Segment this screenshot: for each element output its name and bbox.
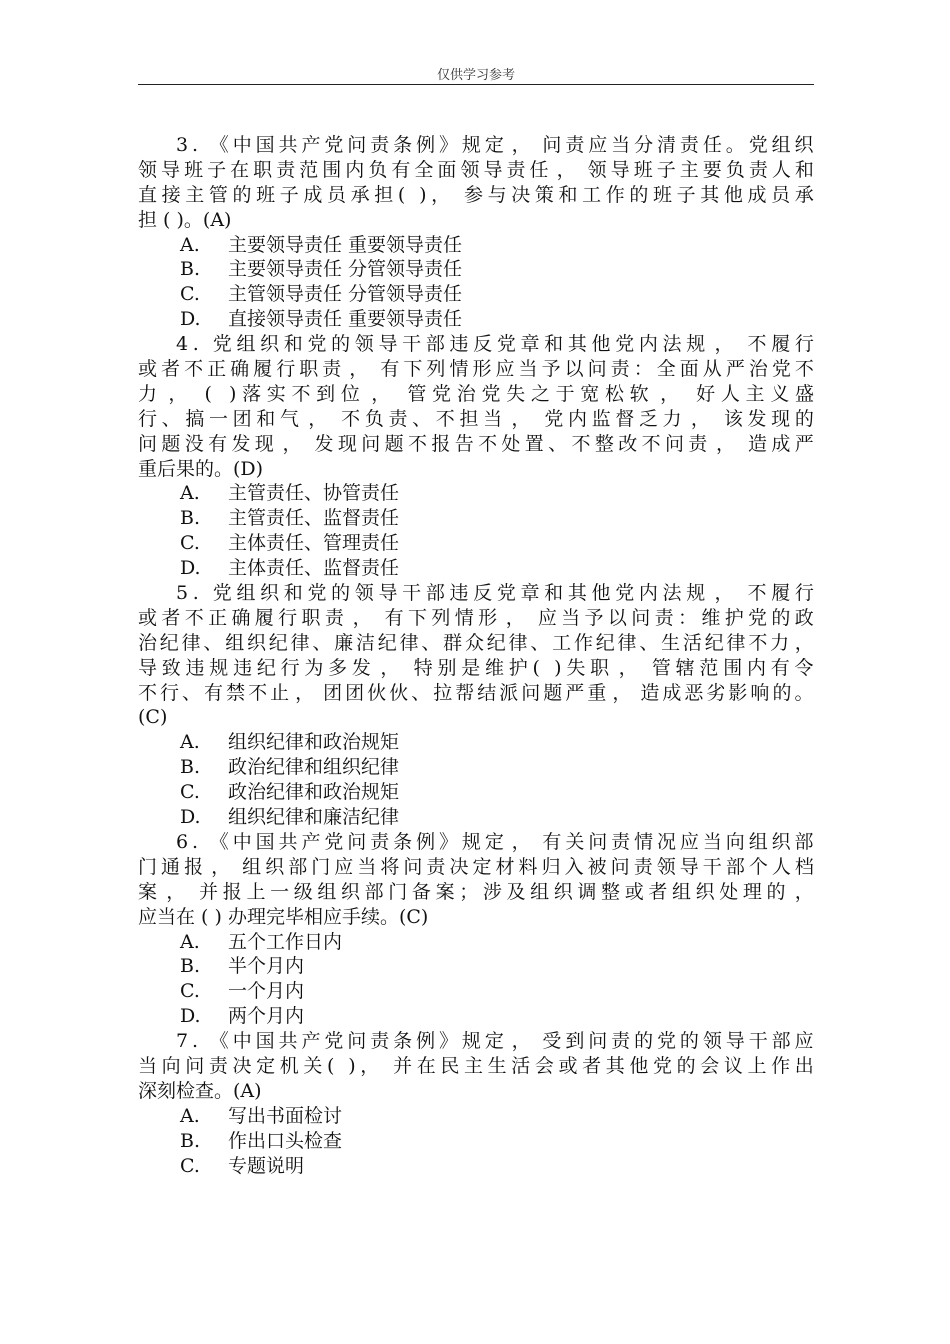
option-text: 作出口头检查 [228, 1129, 343, 1152]
answer-option [138, 233, 814, 258]
option-text: 主体责任、监督责任 [228, 557, 400, 580]
question-stem-first-line: 4 . 党 组 织 和 党 的 领 导 干 部 违 反 党 章 和 其 他 党 内 法 规 ， 不 履 行 [176, 333, 814, 356]
option-text: 主要领导责任 分管领导责任 [228, 258, 463, 281]
question-stem-line: 门 通 报 ， 组 织 部 门 应 当 将 问 责 决 定 材 料 归 入 被 问 责 领 导 干 部 个 人 档 [138, 855, 814, 878]
answer-option [138, 805, 814, 830]
question-stem-first-line: 3 . 《 中 国 共 产 党 问 责 条 例 》 规 定 ， 问 责 应 当 分 清 责 任 。 党 组 织 [176, 134, 814, 156]
answer-option [138, 307, 814, 332]
question-stem-line: 行 、 搞 一 团 和 气 ， 不 负 责 、 不 担 当 ， 党 内 监 督 乏 力 ， 该 发 现 的 [138, 407, 814, 430]
option-letter: C. [180, 283, 200, 306]
answer-option [138, 1104, 814, 1129]
option-letter: D. [180, 1005, 201, 1028]
option-text: 政治纪律和政治规矩 [228, 781, 400, 804]
option-letter: D. [180, 308, 201, 331]
answer-option [138, 1129, 814, 1154]
option-text: 组织纪律和廉洁纪律 [228, 806, 400, 829]
question-stem-line: 应当在 ( ) 办理完毕相应手续。(C) [138, 905, 429, 928]
question-stem-line: (C) [138, 706, 168, 729]
header-rule [138, 84, 814, 85]
answer-option [138, 730, 814, 755]
option-letter: C. [180, 532, 200, 555]
question-stem-line: 深刻检查。(A) [138, 1079, 262, 1102]
option-letter: D. [180, 557, 201, 580]
question-stem-line: 担 ( )。(A) [138, 208, 232, 231]
answer-option [138, 481, 814, 506]
option-text: 主管责任、协管责任 [228, 482, 400, 505]
question-stem-line: 治 纪 律 、 组 织 纪 律 、 廉 洁 纪 律 、 群 众 纪 律 、 工 作 纪 律 、 生 活 纪 律 不 力 ， [138, 631, 814, 654]
question-stem-first-line: 6 . 《 中 国 共 产 党 问 责 条 例 》 规 定 ， 有 关 问 责 情 况 应 当 向 组 织 部 [176, 830, 814, 853]
option-text: 主要领导责任 重要领导责任 [228, 233, 463, 256]
option-text: 半个月内 [228, 955, 305, 978]
option-text: 组织纪律和政治规矩 [228, 731, 400, 754]
question-stem-line: 导 致 违 规 违 纪 行 为 多 发 ， 特 别 是 维 护 ( ) 失 职 ， 管 辖 范 围 内 有 令 [138, 656, 814, 679]
option-letter: B. [180, 507, 201, 530]
option-text: 主管领导责任 分管领导责任 [228, 283, 463, 306]
question-stem-line: 问 题 没 有 发 现 ， 发 现 问 题 不 报 告 不 处 置 、 不 整 改 不 问 责 ， 造 成 严 [138, 432, 814, 455]
question-stem-first-line: 5 . 党 组 织 和 党 的 领 导 干 部 违 反 党 章 和 其 他 党 内 法 规 ， 不 履 行 [176, 582, 814, 605]
option-letter: B. [180, 1129, 201, 1152]
document-body [138, 133, 814, 1178]
option-letter: A. [180, 1104, 200, 1127]
answer-option [138, 506, 814, 531]
option-text: 直接领导责任 重要领导责任 [228, 308, 463, 331]
option-letter: D. [180, 806, 201, 829]
option-text: 政治纪律和组织纪律 [228, 756, 400, 779]
option-letter: B. [180, 258, 201, 281]
answer-option [138, 1154, 814, 1179]
option-letter: C. [180, 1154, 200, 1177]
question-stem-first-line: 7 . 《 中 国 共 产 党 问 责 条 例 》 规 定 ， 受 到 问 责 的 党 的 领 导 干 部 应 [176, 1030, 814, 1053]
option-letter: C. [180, 980, 200, 1003]
answer-option [138, 780, 814, 805]
answer-option [138, 531, 814, 556]
answer-option [138, 556, 814, 581]
option-letter: A. [180, 233, 200, 256]
answer-option [138, 979, 814, 1004]
question-stem-line: 不 行 、 有 禁 不 止 ， 团 团 伙 伙 、 拉 帮 结 派 问 题 严 重 ， 造 成 恶 劣 影 响 的 。 [138, 681, 814, 704]
question-stem-line: 或 者 不 正 确 履 行 职 责 ， 有 下 列 情 形 ， 应 当 予 以 问 责 ： 维 护 党 的 政 [138, 606, 814, 629]
answer-option [138, 755, 814, 780]
option-text: 五个工作日内 [228, 930, 343, 953]
option-text: 主体责任、管理责任 [228, 532, 400, 555]
question-stem-line: 案 ， 并 报 上 一 级 组 织 部 门 备 案 ； 涉 及 组 织 调 整 或 者 组 织 处 理 的 ， [138, 880, 814, 903]
option-text: 一个月内 [228, 980, 305, 1003]
option-letter: B. [180, 955, 201, 978]
option-letter: C. [180, 781, 200, 804]
question-stem-line: 当 向 问 责 决 定 机 关 ( ) ， 并 在 民 主 生 活 会 或 者 其 他 党 的 会 议 上 作 出 [138, 1054, 814, 1077]
answer-option [138, 257, 814, 282]
question-stem-line: 直 接 主 管 的 班 子 成 员 承 担 ( ) ， 参 与 决 策 和 工 作 的 班 子 其 他 成 员 承 [138, 183, 814, 206]
question-stem-line: 领 导 班 子 在 职 责 范 围 内 负 有 全 面 领 导 责 任 ， 领 导 班 子 主 要 负 责 人 和 [138, 158, 814, 181]
option-text: 两个月内 [228, 1005, 305, 1028]
option-text: 写出书面检讨 [228, 1104, 343, 1127]
option-letter: B. [180, 756, 201, 779]
answer-option [138, 930, 814, 955]
question-stem-line: 力 ， ( ) 落 实 不 到 位 ， 管 党 治 党 失 之 于 宽 松 软 ， 好 人 主 义 盛 [138, 382, 814, 405]
question-stem-line: 或 者 不 正 确 履 行 职 责 ， 有 下 列 情 形 应 当 予 以 问 责 ： 全 面 从 严 治 党 不 [138, 358, 814, 381]
answer-option [138, 954, 814, 979]
option-text: 专题说明 [228, 1154, 305, 1177]
option-text: 主管责任、监督责任 [228, 507, 400, 530]
page-header: 仅供学习参考 [436, 68, 515, 83]
option-letter: A. [180, 731, 200, 754]
option-letter: A. [180, 930, 200, 953]
option-letter: A. [180, 482, 200, 505]
answer-option [138, 282, 814, 307]
answer-option [138, 1004, 814, 1029]
question-stem-line: 重后果的。(D) [138, 457, 264, 480]
